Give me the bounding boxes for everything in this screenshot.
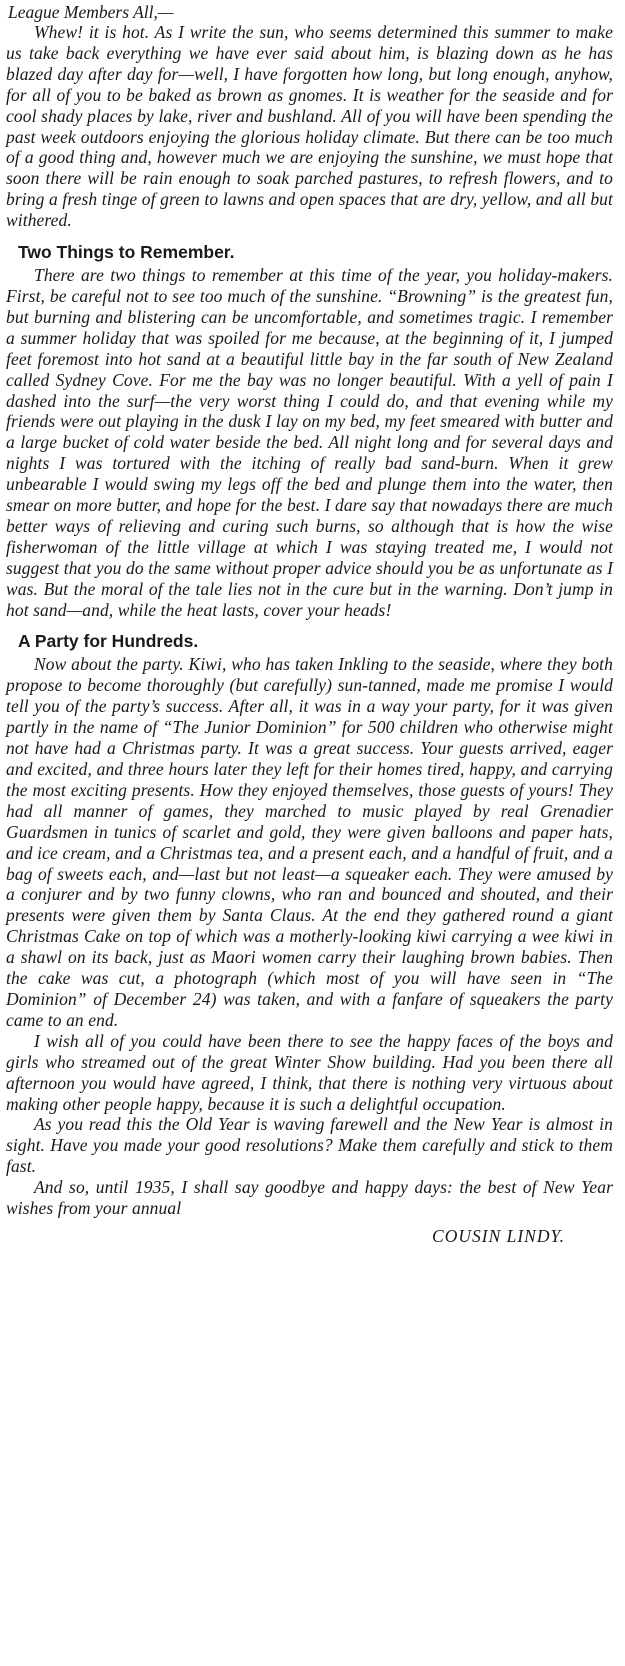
goodbye-paragraph: And so, until 1935, I shall say goodbye and happy days: the best of New Year wishes from your annual [6,1177,613,1219]
signature: COUSIN LINDY. [432,1225,565,1246]
intro-paragraph: Whew! it is hot. As I write the sun, who seems determined this summer to make us take back everything we have ever said about him, is blazing down as he has blazed day after day for—well, I have forgotten how long, but long enough, anyhow, for all of you to be baked as brown as gnomes. It is weather for the seaside and for cool shady places by lake, river and bushland. All of you will have been spending the past week outdoors enjoying the glorious holiday climate. But there can be too much of a good thing and, however much we are enjoying the sunshine, we must hope that soon there will be rain enough to soak parched pastures, to refresh flowers, and to bring a fresh tinge of green to lawns and open spaces that are dry, yellow, and all but withered. [6,22,613,231]
two-things-paragraph: There are two things to remember at this time of the year, you holiday-makers. First, be careful not to see too much of the sunshine. “Browning” is the greatest fun, but burning and blistering can be uncomfortable, and sometimes tragic. I remember a summer holiday that was spoiled for me because, at the beginning of it, I jumped feet foremost into hot sand at a beautiful little bay in the far south of New Zealand called Sydney Cove. For me the bay was no longer beautiful. With a yell of pain I dashed into the surf—the very worst thing I could do, and that evening while my friends were out playing in the dusk I lay on my bed, my feet smeared with butter and a large bucket of cold water beside the bed. All night long and for several days and nights I was tortured with the itching of really bad sand-burn. When it grew unbearable I would swing my legs off the bed and plunge them into the water, then smear on more butter, and hope for the best. I dare say that nowadays there are much better ways of relieving and curing such burns, so although that is how the wise fisherwoman of the little village at which I was staying treated me, I would not suggest that you do the same without proper advice should you be as unfortunate as I was. But the moral of the tale lies not in the cure but in the warning. Don’t jump in hot sand—and, while the heat lasts, cover your heads! [6,265,613,620]
section-heading-two-things: Two Things to Remember. [18,242,235,263]
happy-faces-paragraph: I wish all of you could have been there to see the happy faces of the boys and girls who streamed out of the great Winter Show building. Had you been there all afternoon you would have agreed, I think, that there is nothing very virtuous about making other people happy, because it is such a delightful occupation. [6,1030,613,1114]
party-paragraph: Now about the party. Kiwi, who has taken Inkling to the seaside, where they both propose to become thoroughly (but carefully) sun-tanned, made me promise I would tell you of the party’s success. After all, it was in a way your party, for it was given partly in the name of “The Junior Dominion” for 500 children who otherwise might not have had a Christmas party. It was a great success. Your guests arrived, eager and excited, and three hours later they left for their homes tired, happy, and carrying the most exciting presents. How they enjoyed themselves, those guests of yours! They had all manner of games, they marched to music played by real Grenadier Guardsmen in tunics of scarlet and gold, they were given balloons and paper hats, and ice cream, and a Christmas tea, and a present each, and a handful of fruit, and a bag of sweets each, and—last but not least—a squeaker each. They were amused by a conjurer and by two funny clowns, who ran and bounced and shouted, and their presents were given them by Santa Claus. At the end they gathered round a giant Christmas Cake on top of which was a motherly-looking kiwi carrying a wee kiwi in a shawl on its back, just as Maori women carry their laughing brown babies. Then the cake was cut, a photograph (which most of you will have seen in “The Dominion” of December 24) was taken, and with a fanfare of squeakers the party came to an end. [6,654,613,1030]
salutation: League Members All,— [8,2,174,22]
section-heading-party: A Party for Hundreds. [18,631,199,652]
new-year-paragraph: As you read this the Old Year is waving farewell and the New Year is almost in sight. Have you made your good resolutions? Make them carefully and stick to them fast. [6,1114,613,1177]
